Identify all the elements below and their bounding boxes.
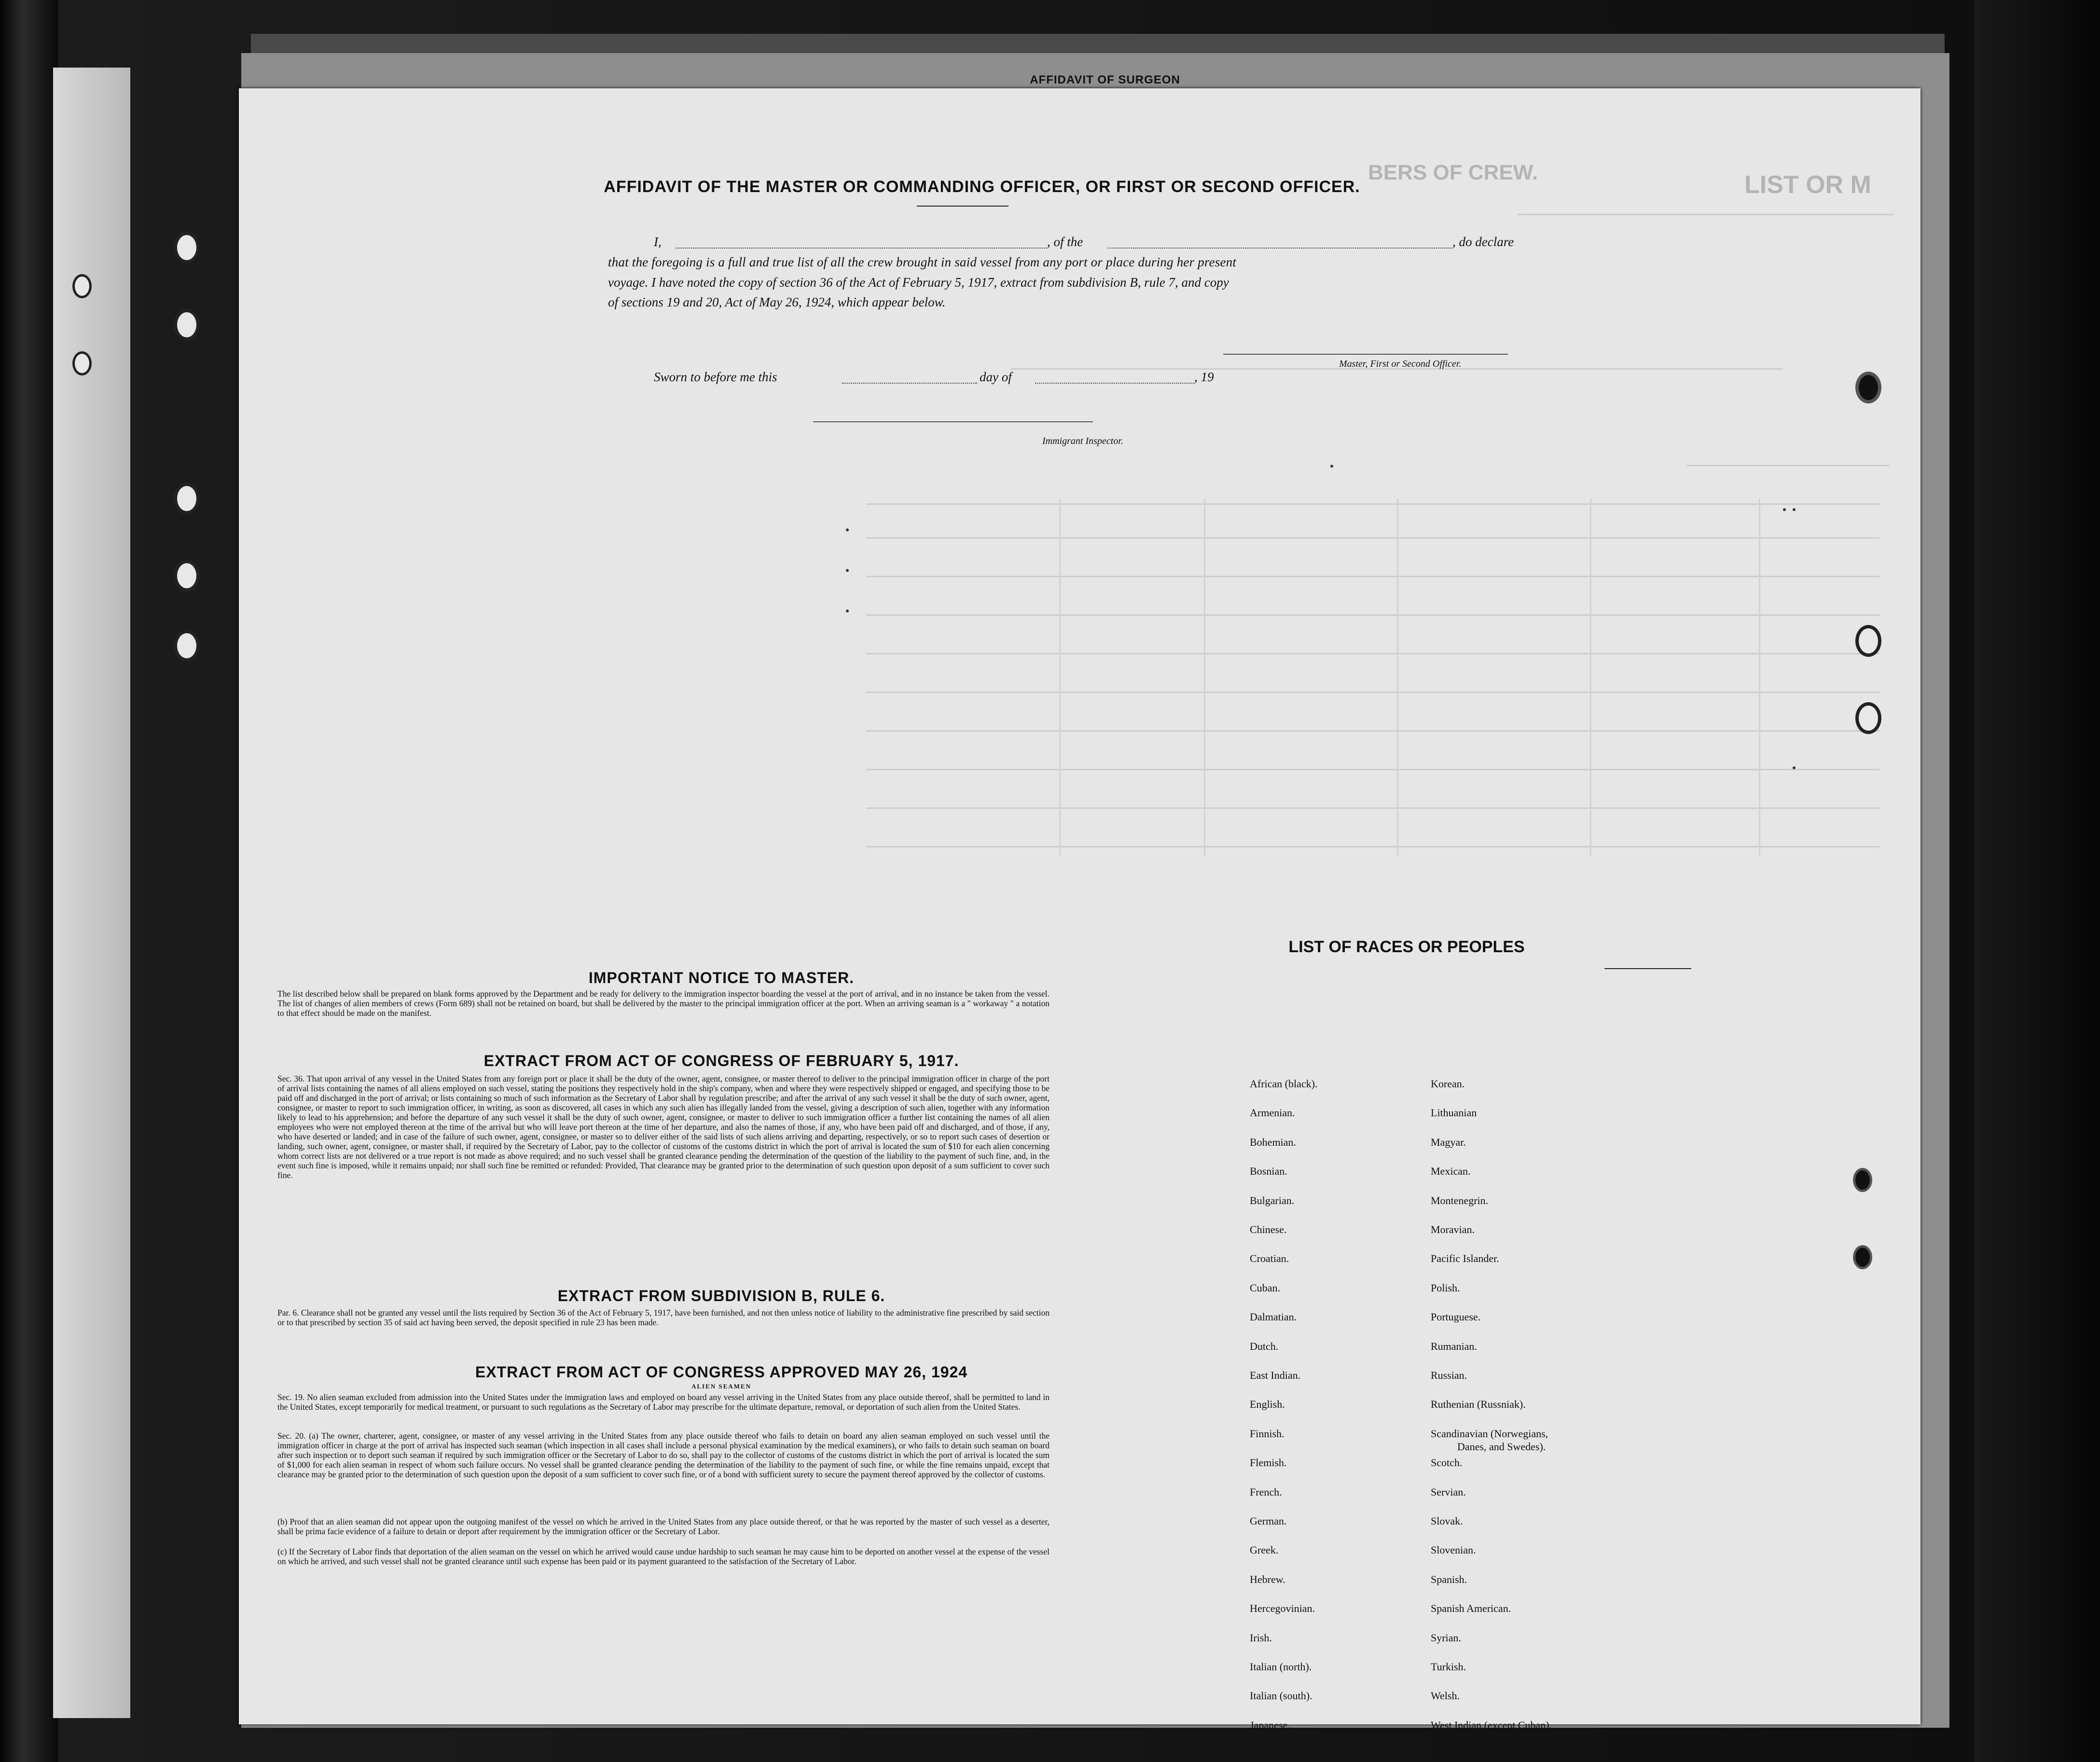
race-item: Russian. xyxy=(1431,1369,1467,1381)
ghost-rule xyxy=(866,730,1879,732)
race-item: Mexican. xyxy=(1431,1165,1471,1178)
ghost-rule xyxy=(1686,465,1889,466)
race-item: Armenian. xyxy=(1250,1107,1295,1119)
race-item: Servian. xyxy=(1431,1485,1466,1498)
punch-hole xyxy=(1853,1168,1872,1192)
race-item: Rumanian. xyxy=(1431,1340,1477,1352)
punch-hole xyxy=(174,232,200,264)
race-item: German. xyxy=(1250,1515,1287,1527)
races-title-rule xyxy=(1604,968,1691,969)
race-item: Japanese. xyxy=(1250,1719,1290,1731)
race-item: Dutch. xyxy=(1250,1340,1279,1352)
race-item: French. xyxy=(1250,1485,1282,1498)
punch-hole xyxy=(72,351,92,375)
race-item: Bulgarian. xyxy=(1250,1194,1295,1207)
inspector-caption: Immigrant Inspector. xyxy=(1042,436,1123,446)
race-item: Pacific Islander. xyxy=(1431,1252,1499,1265)
race-item: Italian (north). xyxy=(1250,1661,1312,1673)
race-item: Lithuanian xyxy=(1431,1107,1477,1119)
title-rule xyxy=(917,206,1009,207)
punch-hole xyxy=(1855,702,1881,734)
ghost-column-rule xyxy=(1590,499,1591,856)
ghost-rule xyxy=(866,537,1879,539)
race-item: Welsh. xyxy=(1431,1690,1460,1702)
ghost-heading: LIST OR M xyxy=(1744,171,1871,199)
stray-mark xyxy=(1330,465,1333,468)
race-item: English. xyxy=(1250,1398,1285,1411)
races-title: LIST OF RACES OR PEOPLES xyxy=(1288,938,1525,956)
race-item: West Indian (except Cuban). xyxy=(1431,1719,1552,1731)
race-item: Italian (south). xyxy=(1250,1690,1312,1702)
master-signature-line xyxy=(1223,354,1508,355)
ghost-column-rule xyxy=(1204,499,1205,856)
ghost-rule xyxy=(866,769,1879,770)
race-item: Chinese. xyxy=(1250,1223,1287,1235)
affidavit-title: AFFIDAVIT OF THE MASTER OR COMMANDING OFFICER, OR FIRST OR SECOND OFFICER. xyxy=(604,178,1360,196)
notice-title: IMPORTANT NOTICE TO MASTER. xyxy=(588,969,855,986)
punch-hole xyxy=(174,560,200,592)
day-of-text: day of xyxy=(980,370,1012,384)
notice-body: The list described below shall be prepared on blank forms approved by the Department and be ready for delivery to the immigration inspector boarding the vessel at the port of arrival, and in no instance be taken from the vessel. The list of changes of alien members of crews (Form 689) shall not be retained on board, but shall be delivered by the master to the principal immigration officer at the port. When an arriving seaman is a " workaway " a notation to that effect should be made on the manifest. xyxy=(277,989,1050,1018)
sec-20b-text: (b) Proof that an alien seaman did not appear upon the outgoing manifest of the vessel on which he arrived in the United States from any place outside thereof, or that he was reported by the master of such vessel as a deserter, shall be prima facie evidence of a failure to detain or deport after requirement by the immigration officer or the Secretary of Labor. xyxy=(277,1517,1050,1536)
punch-hole xyxy=(174,483,200,514)
race-item: Spanish American. xyxy=(1431,1602,1511,1615)
race-item: Dalmatian. xyxy=(1250,1311,1297,1323)
sec-19-text: Sec. 19. No alien seaman excluded from admission into the United States under the immigration laws and employed on board any vessel arriving in the United States from any place outside thereof, shall be permitted to land in the United States, except temporarily for medical treatment, or pursuant to such regulations as the Secretary of Labor may prescribe for the ultimate departure, removal, or deportation of such alien from the United States. xyxy=(277,1392,1050,1412)
extract-1924-title: EXTRACT FROM ACT OF CONGRESS APPROVED MAY 26, 1924 xyxy=(475,1363,968,1381)
vessel-field-line xyxy=(1107,248,1452,249)
ghost-rule xyxy=(866,576,1879,577)
ghost-rule xyxy=(866,807,1879,809)
race-item: Scandinavian (Norwegians, xyxy=(1431,1427,1548,1440)
ghost-heading-2: BERS OF CREW. xyxy=(1368,161,1538,184)
affidavit-line-2: that the foregoing is a full and true list of all the crew brought in said vessel from any port or place during her present xyxy=(608,255,1237,269)
document-page xyxy=(239,88,1920,1731)
race-item: East Indian. xyxy=(1250,1369,1301,1381)
race-item: Finnish. xyxy=(1250,1427,1285,1440)
race-item: Slovenian. xyxy=(1431,1544,1476,1556)
punch-hole xyxy=(72,274,92,298)
race-item: Scotch. xyxy=(1431,1457,1463,1469)
alien-seamen-subtitle: ALIEN SEAMEN xyxy=(691,1383,752,1390)
race-item: Syrian. xyxy=(1431,1631,1461,1644)
race-item: Spanish. xyxy=(1431,1573,1467,1585)
ghost-rule xyxy=(866,653,1879,654)
year-text: , 19 xyxy=(1194,370,1214,384)
race-item: Bosnian. xyxy=(1250,1165,1287,1178)
affidavit-i: I, xyxy=(654,235,662,249)
inspector-signature-line xyxy=(813,421,1093,422)
race-item: Montenegrin. xyxy=(1431,1194,1489,1207)
race-item: Turkish. xyxy=(1431,1661,1466,1673)
name-field-line xyxy=(676,248,1047,249)
race-item: Korean. xyxy=(1431,1078,1465,1090)
race-item: Hercegovinian. xyxy=(1250,1602,1315,1615)
ghost-column-rule xyxy=(1059,499,1061,856)
extract-1917-title: EXTRACT FROM ACT OF CONGRESS OF FEBRUARY 5, 1917. xyxy=(484,1052,959,1069)
race-item: Ruthenian (Russniak). xyxy=(1431,1398,1526,1411)
race-item: African (black). xyxy=(1250,1078,1318,1090)
ghost-column-rule xyxy=(1759,499,1760,856)
race-item: Slovak. xyxy=(1431,1515,1463,1527)
race-item: Irish. xyxy=(1250,1631,1272,1644)
stray-mark xyxy=(846,569,849,572)
affidavit-of-the: , of the xyxy=(1047,235,1083,249)
stray-mark xyxy=(1793,766,1796,769)
right-binding xyxy=(1975,0,2100,1762)
rule-6-body: Par. 6. Clearance shall not be granted any vessel until the lists required by Section 36 of the Act of February 5, 1917, have been furnished, and not then unless notice of liability to the administrative fine prescribed by said section or to that prescribed by section 35 of said act having been served, the deposit specified in rule 23 has been made. xyxy=(277,1308,1050,1327)
sworn-text: Sworn to before me this xyxy=(654,370,777,384)
race-item: Hebrew. xyxy=(1250,1573,1285,1585)
ghost-rule xyxy=(866,503,1879,505)
race-item: Greek. xyxy=(1250,1544,1279,1556)
race-item: Magyar. xyxy=(1431,1136,1466,1148)
master-caption: Master, First or Second Officer. xyxy=(1339,359,1462,369)
stray-mark xyxy=(1783,508,1786,511)
race-item: Moravian. xyxy=(1431,1223,1475,1235)
affidavit-declare: , do declare xyxy=(1452,235,1514,249)
ghost-rule xyxy=(866,846,1879,847)
ghost-rule xyxy=(866,614,1879,616)
punch-hole xyxy=(1855,372,1881,403)
punch-hole xyxy=(174,309,200,341)
ghost-rule xyxy=(1518,214,1894,215)
sec-20a-text: Sec. 20. (a) The owner, charterer, agent, consignee, or master of any vessel arriving in the United States from any place outside thereof who fails to detain on board any alien seaman employed on such vessel until the immigration officer in charge at the port of arrival has inspected such seaman (which inspection in all cases shall include a personal physical examination by the medical examiners), or who fails to detain such seaman on board after such inspection or to deport such seaman if required by such immigration officer or the Secretary of Labor to do so, shall pay to the collector of customs of the customs district in which the port of arrival is located the sum of $1,000 for each alien seaman in respect of whom such failure occurs. No vessel shall be granted clearance pending the determination of the liability to the payment of such fine, or while the fine remains unpaid, except that clearance may be granted prior to the determination of such question upon the deposit of a sum sufficient to cover such fine, or of a bond with sufficient surety to secure the payment thereof approved by the collector of customs. xyxy=(277,1431,1050,1479)
extract-1917-body: Sec. 36. That upon arrival of any vessel in the United States from any foreign port or place it shall be the duty of the owner, agent, consignee, or master thereof to deliver to the principal immigration officer in charge of the port of arrival lists containing the names of all aliens employed on such vessel, stating the positions they respectively hold in the ship's company, when and where they were respectively shipped or engaged, and specifying those to be paid off and discharged in the port of arrival; or lists containing so much of such information as the Secretary of Labor shall by regulation prescribe; and after the arrival of any such vessel it shall be the duty of such owner, agent, consignee, or master to report to such immigration officer, in writing, as soon as discovered, all cases in which any such alien has illegally landed from the vessel, giving a description of such alien, together with any information likely to lead to his apprehension; and before the departure of any such vessel it shall be the duty of such owner, agent, consignee, or master to deliver to such immigration officer a further list containing the names of all alien employees who were not employed thereon at the time of the arrival but who will leave port thereon at the time of her departure, and also the names of those, if any, who have been paid off and discharged, and of those, if any, who have deserted or landed; and in case of the failure of such owner, agent, consignee, or master so to deliver either of the said lists of such aliens arriving and departing, respectively, or so to report such cases of desertion or landing, such owner, agent, consignee, or master shall, if required by the Secretary of Labor, pay to the collector of customs of the customs district in which the port of arrival is located the sum of $10 for each alien concerning whom correct lists are not delivered or a true report is not made as above required; and no such vessel shall be granted clearance pending the determination of the question of the liability to the payment of such fine, and, in the event such fine is imposed, while it remains unpaid; nor shall such fine be remitted or refunded: Provided, That clearance may be granted prior to the determination of such question upon deposit of a sum sufficient to cover such fine. xyxy=(277,1074,1050,1180)
ghost-rule xyxy=(866,692,1879,693)
sec-20c-text: (c) If the Secretary of Labor finds that deportation of the alien seaman on the vessel on which he arrived would cause undue hardship to such seaman he may cause him to be deported on another vessel at the expense of the vessel on which he arrived, and such vessel shall not be granted clearance until such expense has been paid or its payment guaranteed to the satisfaction of the Secretary of Labor. xyxy=(277,1547,1050,1566)
punch-hole xyxy=(1855,625,1881,657)
stray-mark xyxy=(1793,508,1796,511)
race-item: Polish. xyxy=(1431,1281,1460,1294)
month-field-line xyxy=(1035,383,1194,384)
stray-mark xyxy=(846,528,849,531)
race-item: Portuguese. xyxy=(1431,1311,1481,1323)
sworn-day-line xyxy=(842,383,977,384)
punch-hole xyxy=(174,630,200,662)
left-page-edge xyxy=(53,68,130,1718)
left-binding xyxy=(0,0,58,1762)
affidavit-line-3: voyage. I have noted the copy of section 36 of the Act of February 5, 1917, extract from subdivision B, rule 7, and copy xyxy=(608,275,1229,290)
rule-6-title: EXTRACT FROM SUBDIVISION B, RULE 6. xyxy=(557,1287,885,1304)
race-item: Cuban. xyxy=(1250,1281,1280,1294)
race-item: Bohemian. xyxy=(1250,1136,1296,1148)
affidavit-of-surgeon-label: AFFIDAVIT OF SURGEON xyxy=(1030,73,1180,86)
race-item: Flemish. xyxy=(1250,1457,1287,1469)
affidavit-line-4: of sections 19 and 20, Act of May 26, 1924, which appear below. xyxy=(608,295,946,309)
ghost-column-rule xyxy=(1397,499,1398,856)
race-item: Danes, and Swedes). xyxy=(1457,1440,1546,1453)
stray-mark xyxy=(846,610,849,612)
race-item: Croatian. xyxy=(1250,1252,1289,1265)
punch-hole xyxy=(1853,1245,1872,1269)
